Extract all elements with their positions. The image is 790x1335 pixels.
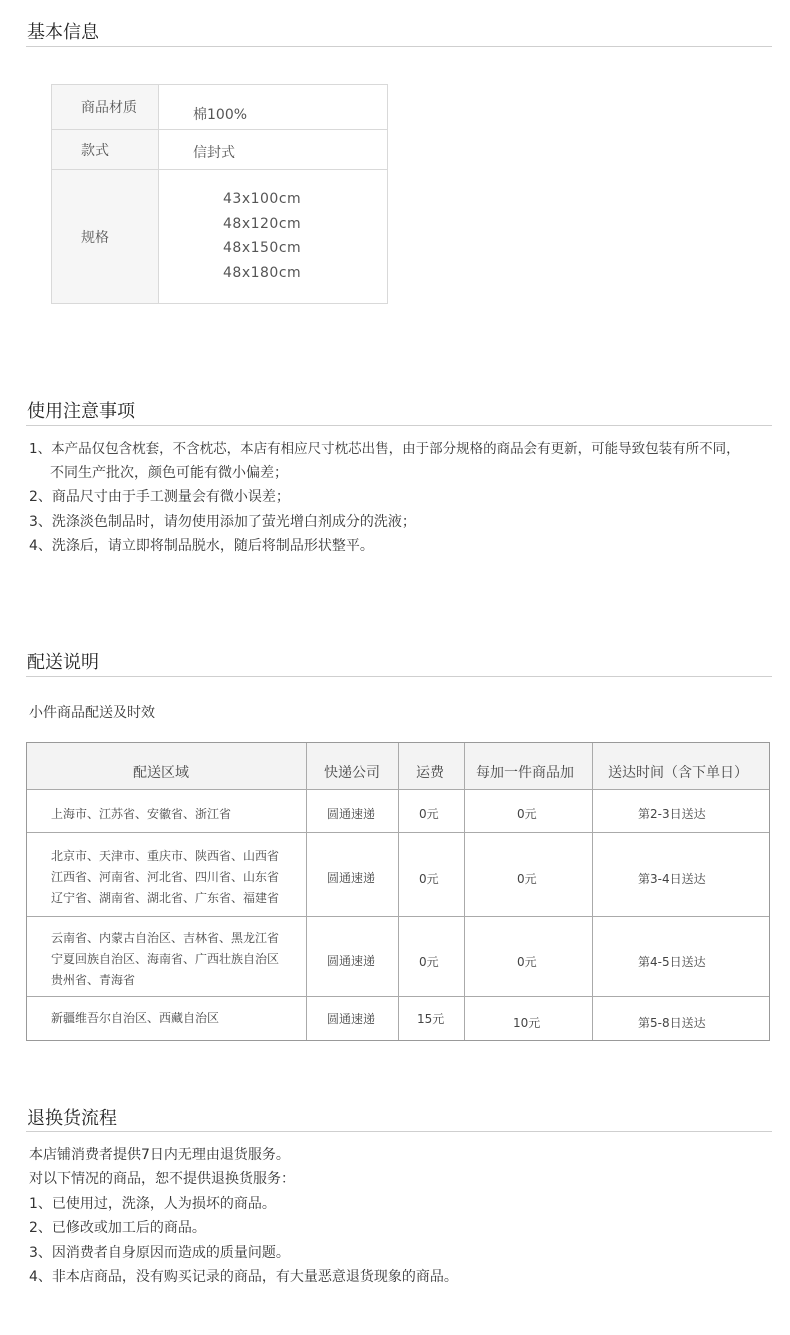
time-cell: 第4-5日送达 (638, 955, 706, 969)
header-extra: 每加一件商品加 (476, 765, 574, 781)
row-divider (27, 916, 769, 917)
extra-cell: 0元 (517, 872, 537, 886)
region-line: 北京市、天津市、重庆市、陕西省、山西省 (51, 849, 280, 863)
courier-cell: 圆通速递 (327, 871, 376, 885)
time-cell: 第2-3日送达 (638, 807, 706, 821)
row-divider (27, 789, 769, 790)
spec-value: 48x120cm (223, 216, 302, 232)
usage-notes-title: 使用注意事项 (27, 401, 135, 422)
row-divider (27, 996, 769, 997)
region-line: 上海市、江苏省、安徽省、浙江省 (51, 807, 232, 821)
region-line: 辽宁省、湖南省、湖北省、广东省、福建省 (51, 891, 280, 905)
info-row-style (52, 130, 387, 170)
header-time: 送达时间（含下单日） (608, 765, 748, 781)
spec-value: 48x150cm (223, 240, 302, 256)
fee-cell: 0元 (419, 872, 439, 886)
usage-note-line: 2、商品尺寸由于手工测量会有微小误差； (29, 489, 290, 505)
fee-cell: 0元 (419, 955, 439, 969)
header-fee: 运费 (416, 765, 444, 781)
spec-value: 48x180cm (223, 265, 302, 281)
usage-note-line: 3、洗涤淡色制品时，请勿使用添加了萤光增白剂成分的洗液； (29, 514, 416, 530)
returns-line: 对以下情况的商品，恕不提供退换货服务： (29, 1171, 295, 1187)
row-divider (27, 832, 769, 833)
delivery-title: 配送说明 (27, 652, 99, 673)
basic-info-divider (26, 46, 772, 47)
extra-cell: 0元 (517, 807, 537, 821)
usage-note-line: 不同生产批次，颜色可能有微小偏差； (50, 465, 288, 481)
info-value: 棉100% (193, 107, 248, 123)
usage-notes-divider (26, 425, 772, 426)
info-label: 商品材质 (52, 85, 159, 129)
returns-line: 本店铺消费者提供7日内无理由退货服务。 (29, 1147, 290, 1163)
returns-title: 退换货流程 (27, 1108, 117, 1129)
courier-cell: 圆通速递 (327, 807, 376, 821)
returns-line: 1、已使用过，洗涤，人为损坏的商品。 (29, 1196, 276, 1212)
courier-cell: 圆通速递 (327, 1012, 376, 1026)
header-courier: 快递公司 (324, 765, 380, 781)
info-row-size (52, 170, 387, 303)
delivery-subtitle: 小件商品配送及时效 (29, 705, 155, 721)
delivery-divider (26, 676, 772, 677)
info-value: 信封式 (193, 145, 235, 161)
returns-line: 3、因消费者自身原因而造成的质量问题。 (29, 1245, 290, 1261)
info-label: 规格 (52, 170, 159, 303)
header-region: 配送区域 (133, 765, 189, 781)
time-cell: 第5-8日送达 (638, 1016, 706, 1030)
fee-cell: 15元 (417, 1012, 445, 1026)
info-label: 款式 (52, 130, 159, 169)
info-row-material (52, 85, 387, 130)
usage-note-line: 4、洗涤后，请立即将制品脱水，随后将制品形状整平。 (29, 538, 374, 554)
time-cell: 第3-4日送达 (638, 872, 706, 886)
delivery-table (26, 742, 770, 1041)
extra-cell: 0元 (517, 955, 537, 969)
returns-divider (26, 1131, 772, 1132)
courier-cell: 圆通速递 (327, 954, 376, 968)
region-line: 贵州省、青海省 (51, 973, 136, 987)
returns-line: 2、已修改或加工后的商品。 (29, 1220, 206, 1236)
usage-note-line: 1、本产品仅包含枕套，不含枕芯，本店有相应尺寸枕芯出售，由于部分规格的商品会有更新，可能导致包装有所不同， (29, 441, 740, 457)
region-line: 江西省、河南省、河北省、四川省、山东省 (51, 870, 280, 884)
fee-cell: 0元 (419, 807, 439, 821)
basic-info-table (51, 84, 388, 304)
spec-value: 43x100cm (223, 191, 302, 207)
returns-line: 4、非本店商品，没有购买记录的商品，有大量恶意退货现象的商品。 (29, 1269, 458, 1285)
region-line: 云南省、内蒙古自治区、吉林省、黑龙江省 (51, 931, 280, 945)
basic-info-title: 基本信息 (27, 22, 99, 43)
region-line: 新疆维吾尔自治区、西藏自治区 (51, 1011, 220, 1025)
region-line: 宁夏回族自治区、海南省、广西壮族自治区 (51, 952, 280, 966)
extra-cell: 10元 (513, 1016, 541, 1030)
